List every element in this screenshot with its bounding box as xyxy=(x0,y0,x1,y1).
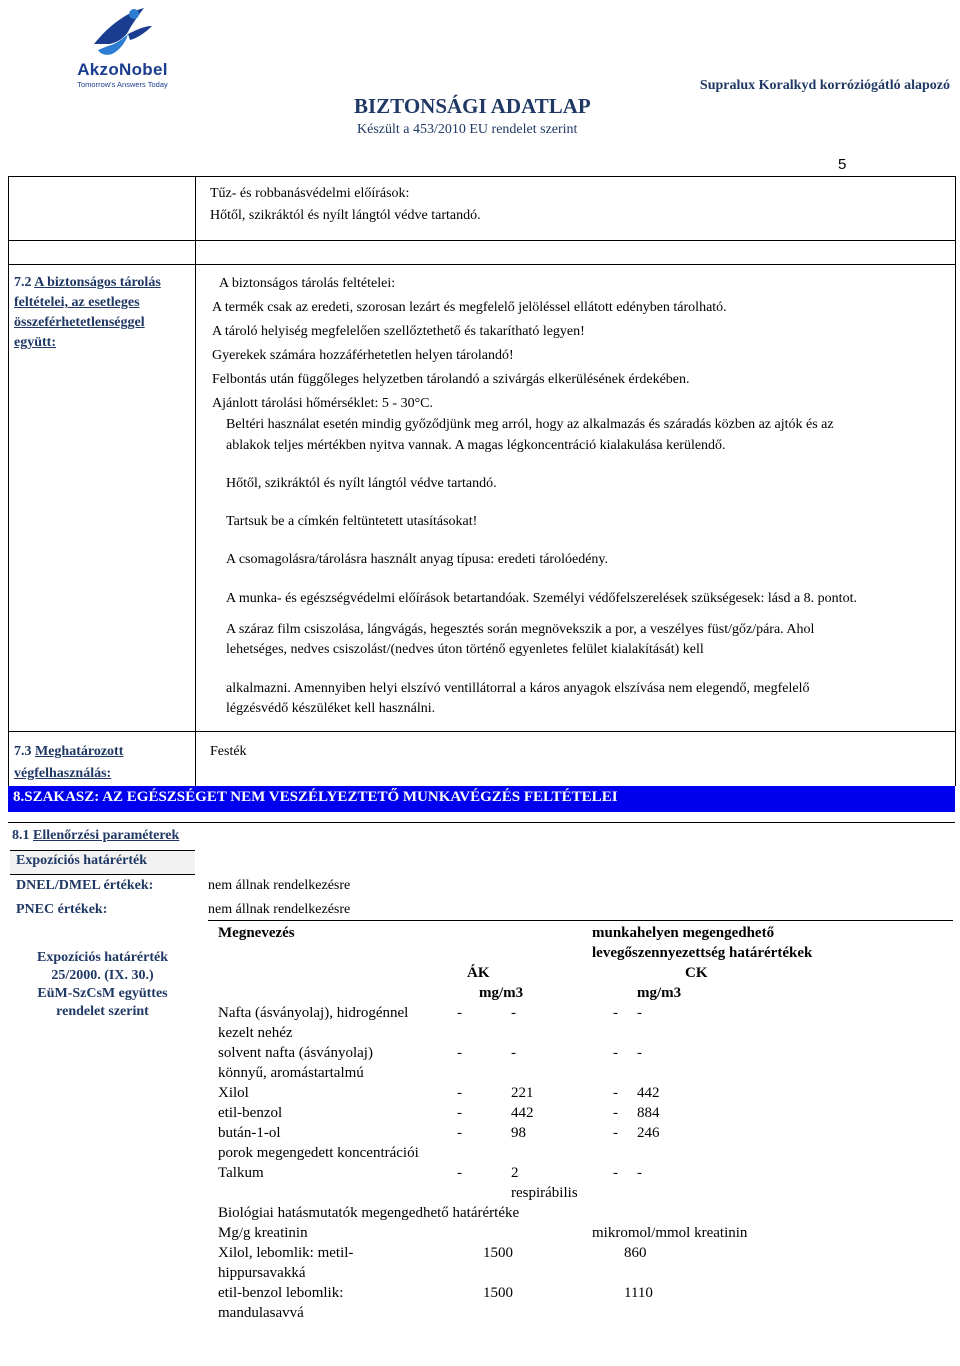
product-name: Supralux Koralkyd korróziógátló alapozó xyxy=(699,78,950,93)
bio-title: Biológiai hatásmutatók megengedhető határértéke xyxy=(218,1205,520,1221)
bio-substance: Xilol, lebomlik: metil- xyxy=(218,1245,354,1261)
dnel-value: nem állnak rendelkezésre xyxy=(208,878,351,893)
storage-line: lehetséges, nedves csiszolást/(nedves úton történő egyenletes felület kialakítását) kell xyxy=(226,642,704,657)
table-dash: - xyxy=(613,1005,618,1021)
bio-substance: etil-benzol lebomlik: xyxy=(218,1285,344,1301)
column-limit-header: levegőszennyezettség határértékek xyxy=(592,945,813,961)
ck-value: 884 xyxy=(637,1105,660,1121)
storage-line: A csomagolásra/tárolásra használt anyag típusa: eredeti tárolóedény. xyxy=(226,552,608,567)
substance-name: könnyű, aromástartalmú xyxy=(218,1065,364,1081)
akzonobel-logo xyxy=(60,4,185,94)
table-dash: - xyxy=(613,1125,618,1141)
logo-tagline: Tomorrow's Answers Today xyxy=(77,80,168,89)
storage-line: Hőtől, szikráktól és nyílt lángtól védve tartandó. xyxy=(226,476,497,491)
substance-name: Xilol xyxy=(218,1085,249,1101)
table-column-divider xyxy=(195,176,196,786)
exposure-regulation: EüM-SzCsM együttes xyxy=(37,986,168,1001)
table-dash: - xyxy=(457,1105,462,1121)
column-ck-header: CK xyxy=(685,965,708,981)
storage-line: A tároló helyiség megfelelően szellőztethető és takarítható legyen! xyxy=(212,324,585,339)
table-dash: - xyxy=(613,1165,618,1181)
table-dash: - xyxy=(457,1085,462,1101)
section-8-title: 8.SZAKASZ: AZ EGÉSZSÉGET NEM VESZÉLYEZTETŐ MUNKAVÉGZÉS FELTÉTELEI xyxy=(13,789,618,805)
storage-line: A biztonságos tárolás feltételei: xyxy=(219,276,396,291)
exposure-regulation: rendelet szerint xyxy=(56,1004,149,1019)
table-top-border xyxy=(8,176,955,177)
storage-line: A száraz film csiszolása, lángvágás, hegesztés során megnövekszik a por, a veszélyes füst/gőz/pára. Ahol xyxy=(226,622,815,637)
pnec-value: nem állnak rendelkezésre xyxy=(208,902,351,917)
talkum-note: respirábilis xyxy=(511,1185,578,1201)
substance-name: Talkum xyxy=(218,1165,264,1181)
bio-substance: hippursavakká xyxy=(218,1265,306,1281)
table-dash: - xyxy=(457,1125,462,1141)
bio-value-1: 1500 xyxy=(483,1245,513,1261)
ak-value: 221 xyxy=(511,1085,534,1101)
ak-value: 2 xyxy=(511,1165,519,1181)
dnel-label: DNEL/DMEL értékek: xyxy=(16,878,154,893)
exposure-regulation: Expozíciós határérték xyxy=(36,950,169,965)
table-dash: - xyxy=(457,1005,462,1021)
row-divider xyxy=(8,731,955,732)
storage-line: Gyerekek számára hozzáférhetetlen helyen tárolandó! xyxy=(212,348,514,363)
bio-value-2: 1110 xyxy=(624,1285,653,1301)
document-title: BIZTONSÁGI ADATLAP xyxy=(354,94,591,118)
row-divider xyxy=(208,920,953,921)
substance-name: bután-1-ol xyxy=(218,1125,281,1141)
section-8-header xyxy=(8,786,955,812)
bio-value-1: 1500 xyxy=(483,1285,513,1301)
ak-value: - xyxy=(511,1005,516,1021)
section-8-1-label: 8.1 Ellenőrzési paraméterek xyxy=(12,828,180,843)
column-name-header: Megnevezés xyxy=(218,925,295,941)
fire-rules-text: Hőtől, szikráktól és nyílt lángtól védve tartandó. xyxy=(210,208,481,223)
fire-rules-title: Tűz- és robbanásvédelmi előírások: xyxy=(210,186,410,201)
pnec-label: PNEC értékek: xyxy=(16,902,108,917)
end-use-value: Festék xyxy=(210,744,247,759)
substance-name: kezelt nehéz xyxy=(218,1025,293,1041)
ak-value: 442 xyxy=(511,1105,534,1121)
document-subtitle: Készült a 453/2010 EU rendelet szerint xyxy=(357,122,578,137)
dust-heading: porok megengedett koncentrációi xyxy=(218,1145,419,1161)
exposure-regulation: 25/2000. (IX. 30.) xyxy=(51,968,154,983)
bio-column-2: mikromol/mmol kreatinin xyxy=(592,1225,748,1241)
ck-value: - xyxy=(637,1165,642,1181)
section-7-2-label: 7.2 A biztonságos tárolás xyxy=(14,275,161,290)
storage-line: ablakok teljes mértékben nyitva vannak. A magas légkoncentráció kialakulása kerülendő. xyxy=(226,438,726,453)
ak-value: 98 xyxy=(511,1125,526,1141)
table-right-border xyxy=(955,176,956,786)
row-divider xyxy=(8,822,955,823)
logo-text: AkzoNobel xyxy=(77,60,168,79)
table-dash: - xyxy=(613,1085,618,1101)
ck-value: - xyxy=(637,1045,642,1061)
storage-line: Beltéri használat esetén mindig győződjünk meg arról, hogy az alkalmazás és száradás közben az ajtók és az xyxy=(226,417,834,432)
section-7-2-label-line: együtt: xyxy=(14,335,56,350)
substance-name: etil-benzol xyxy=(218,1105,283,1121)
row-divider xyxy=(8,264,955,265)
storage-line: Ajánlott tárolási hőmérséklet: 5 - 30°C. xyxy=(212,396,433,411)
storage-line: A termék csak az eredeti, szorosan lezárt és megfelelő jelöléssel ellátott edényben tárolható. xyxy=(212,300,727,315)
logo-figure-icon xyxy=(88,4,158,62)
page-number: 5 xyxy=(838,156,847,173)
row-divider xyxy=(8,240,955,241)
bio-value-2: 860 xyxy=(624,1245,647,1261)
substance-name: Nafta (ásványolaj), hidrogénnel xyxy=(218,1005,409,1021)
storage-line: Felbontás után függőleges helyzetben tárolandó a szivárgás elkerülésének érdekében. xyxy=(212,372,690,387)
unit-ck: mg/m3 xyxy=(637,985,682,1001)
ck-value: 246 xyxy=(637,1125,660,1141)
table-left-border xyxy=(8,176,9,786)
storage-line: alkalmazni. Amennyiben helyi elszívó ventillátorral a káros anyagok elszívása nem elegendő, megfelelő xyxy=(226,681,810,696)
section-7-3-label: 7.3 Meghatározott xyxy=(14,744,124,759)
storage-line: légzésvédő készüléket kell használni. xyxy=(226,701,436,716)
ck-value: - xyxy=(637,1005,642,1021)
ck-value: 442 xyxy=(637,1085,660,1101)
section-7-2-label-line: összeférhetetlenséggel xyxy=(14,315,145,330)
table-dash: - xyxy=(457,1165,462,1181)
table-dash: - xyxy=(457,1045,462,1061)
bio-column-1: Mg/g kreatinin xyxy=(218,1225,308,1241)
column-ak-header: ÁK xyxy=(467,965,490,981)
column-limit-header: munkahelyen megengedhető xyxy=(592,925,775,941)
table-dash: - xyxy=(613,1045,618,1061)
unit-ak: mg/m3 xyxy=(479,985,524,1001)
ak-value: - xyxy=(511,1045,516,1061)
bio-substance: mandulasavvá xyxy=(218,1305,304,1321)
section-7-2-label-line: feltételei, az esetleges xyxy=(14,295,140,310)
storage-line: A munka- és egészségvédelmi előírások betartandóak. Személyi védőfelszerelések szükségesek: lásd a 8. pontot. xyxy=(226,591,857,606)
exposure-header: Expozíciós határérték xyxy=(16,853,148,868)
section-7-3-label-line: végfelhasználás: xyxy=(14,766,112,781)
storage-line: Tartsuk be a címkén feltüntetett utasításokat! xyxy=(226,514,478,529)
table-dash: - xyxy=(613,1105,618,1121)
substance-name: solvent nafta (ásványolaj) xyxy=(218,1045,373,1061)
